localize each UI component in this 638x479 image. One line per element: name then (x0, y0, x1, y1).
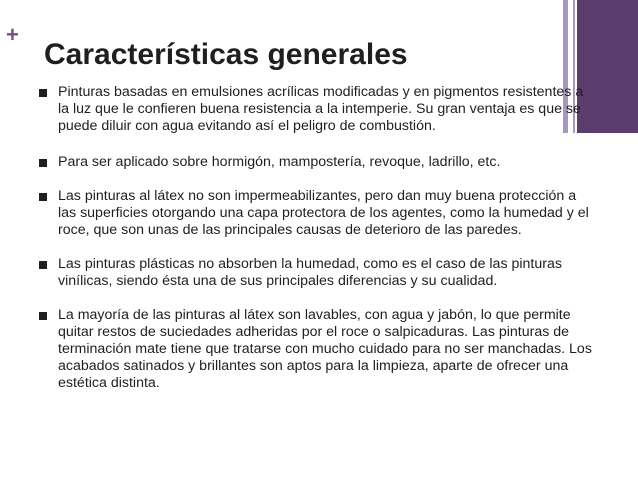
bullet-text: Las pinturas al látex no son impermeabilizantes, pero dan muy buena protección a las superficies otorgando una capa protectora de los agentes, como la humedad y el roce, que son unas de las principales causas de deterioro de las paredes. (58, 188, 589, 238)
bullet-text: La mayoría de las pinturas al látex son lavables, con agua y jabón, lo que permite quitar restos de suciedades adheridas por el roce o salpicaduras. Las pinturas de terminación mate tiene que tratarse con mucho cuidado para no ser manchadas. Los acabados satinados y brillantes son aptos para la limpieza, aparte de ofrecer una estética distinta. (58, 307, 592, 391)
square-bullet-icon (39, 89, 47, 97)
plus-icon: + (6, 22, 19, 47)
square-bullet-icon (39, 159, 47, 167)
bullet-list (34, 84, 594, 392)
square-bullet-icon (39, 193, 47, 201)
bullet-text: Para ser aplicado sobre hormigón, mampostería, revoque, ladrillo, etc. (58, 154, 501, 170)
bullet-item (34, 154, 594, 171)
bullet-item (34, 188, 594, 239)
bullet-text: Pinturas basadas en emulsiones acrílicas modificadas y en pigmentos resistentes a la luz que le confieren buena resistencia a la intemperie. Su gran ventaja es que se puede diluir con agua evitando así el peligro de combustión. (58, 84, 584, 134)
slide-title: Características generales (44, 38, 408, 71)
bullet-text: Las pinturas plásticas no absorben la humedad, como es el caso de las pinturas vinílicas, siendo ésta una de sus principales diferencias y su cualidad. (58, 256, 562, 289)
bullet-item (34, 84, 594, 135)
bullet-item (34, 256, 594, 290)
bullet-item (34, 307, 594, 392)
square-bullet-icon (39, 312, 47, 320)
square-bullet-icon (39, 261, 47, 269)
